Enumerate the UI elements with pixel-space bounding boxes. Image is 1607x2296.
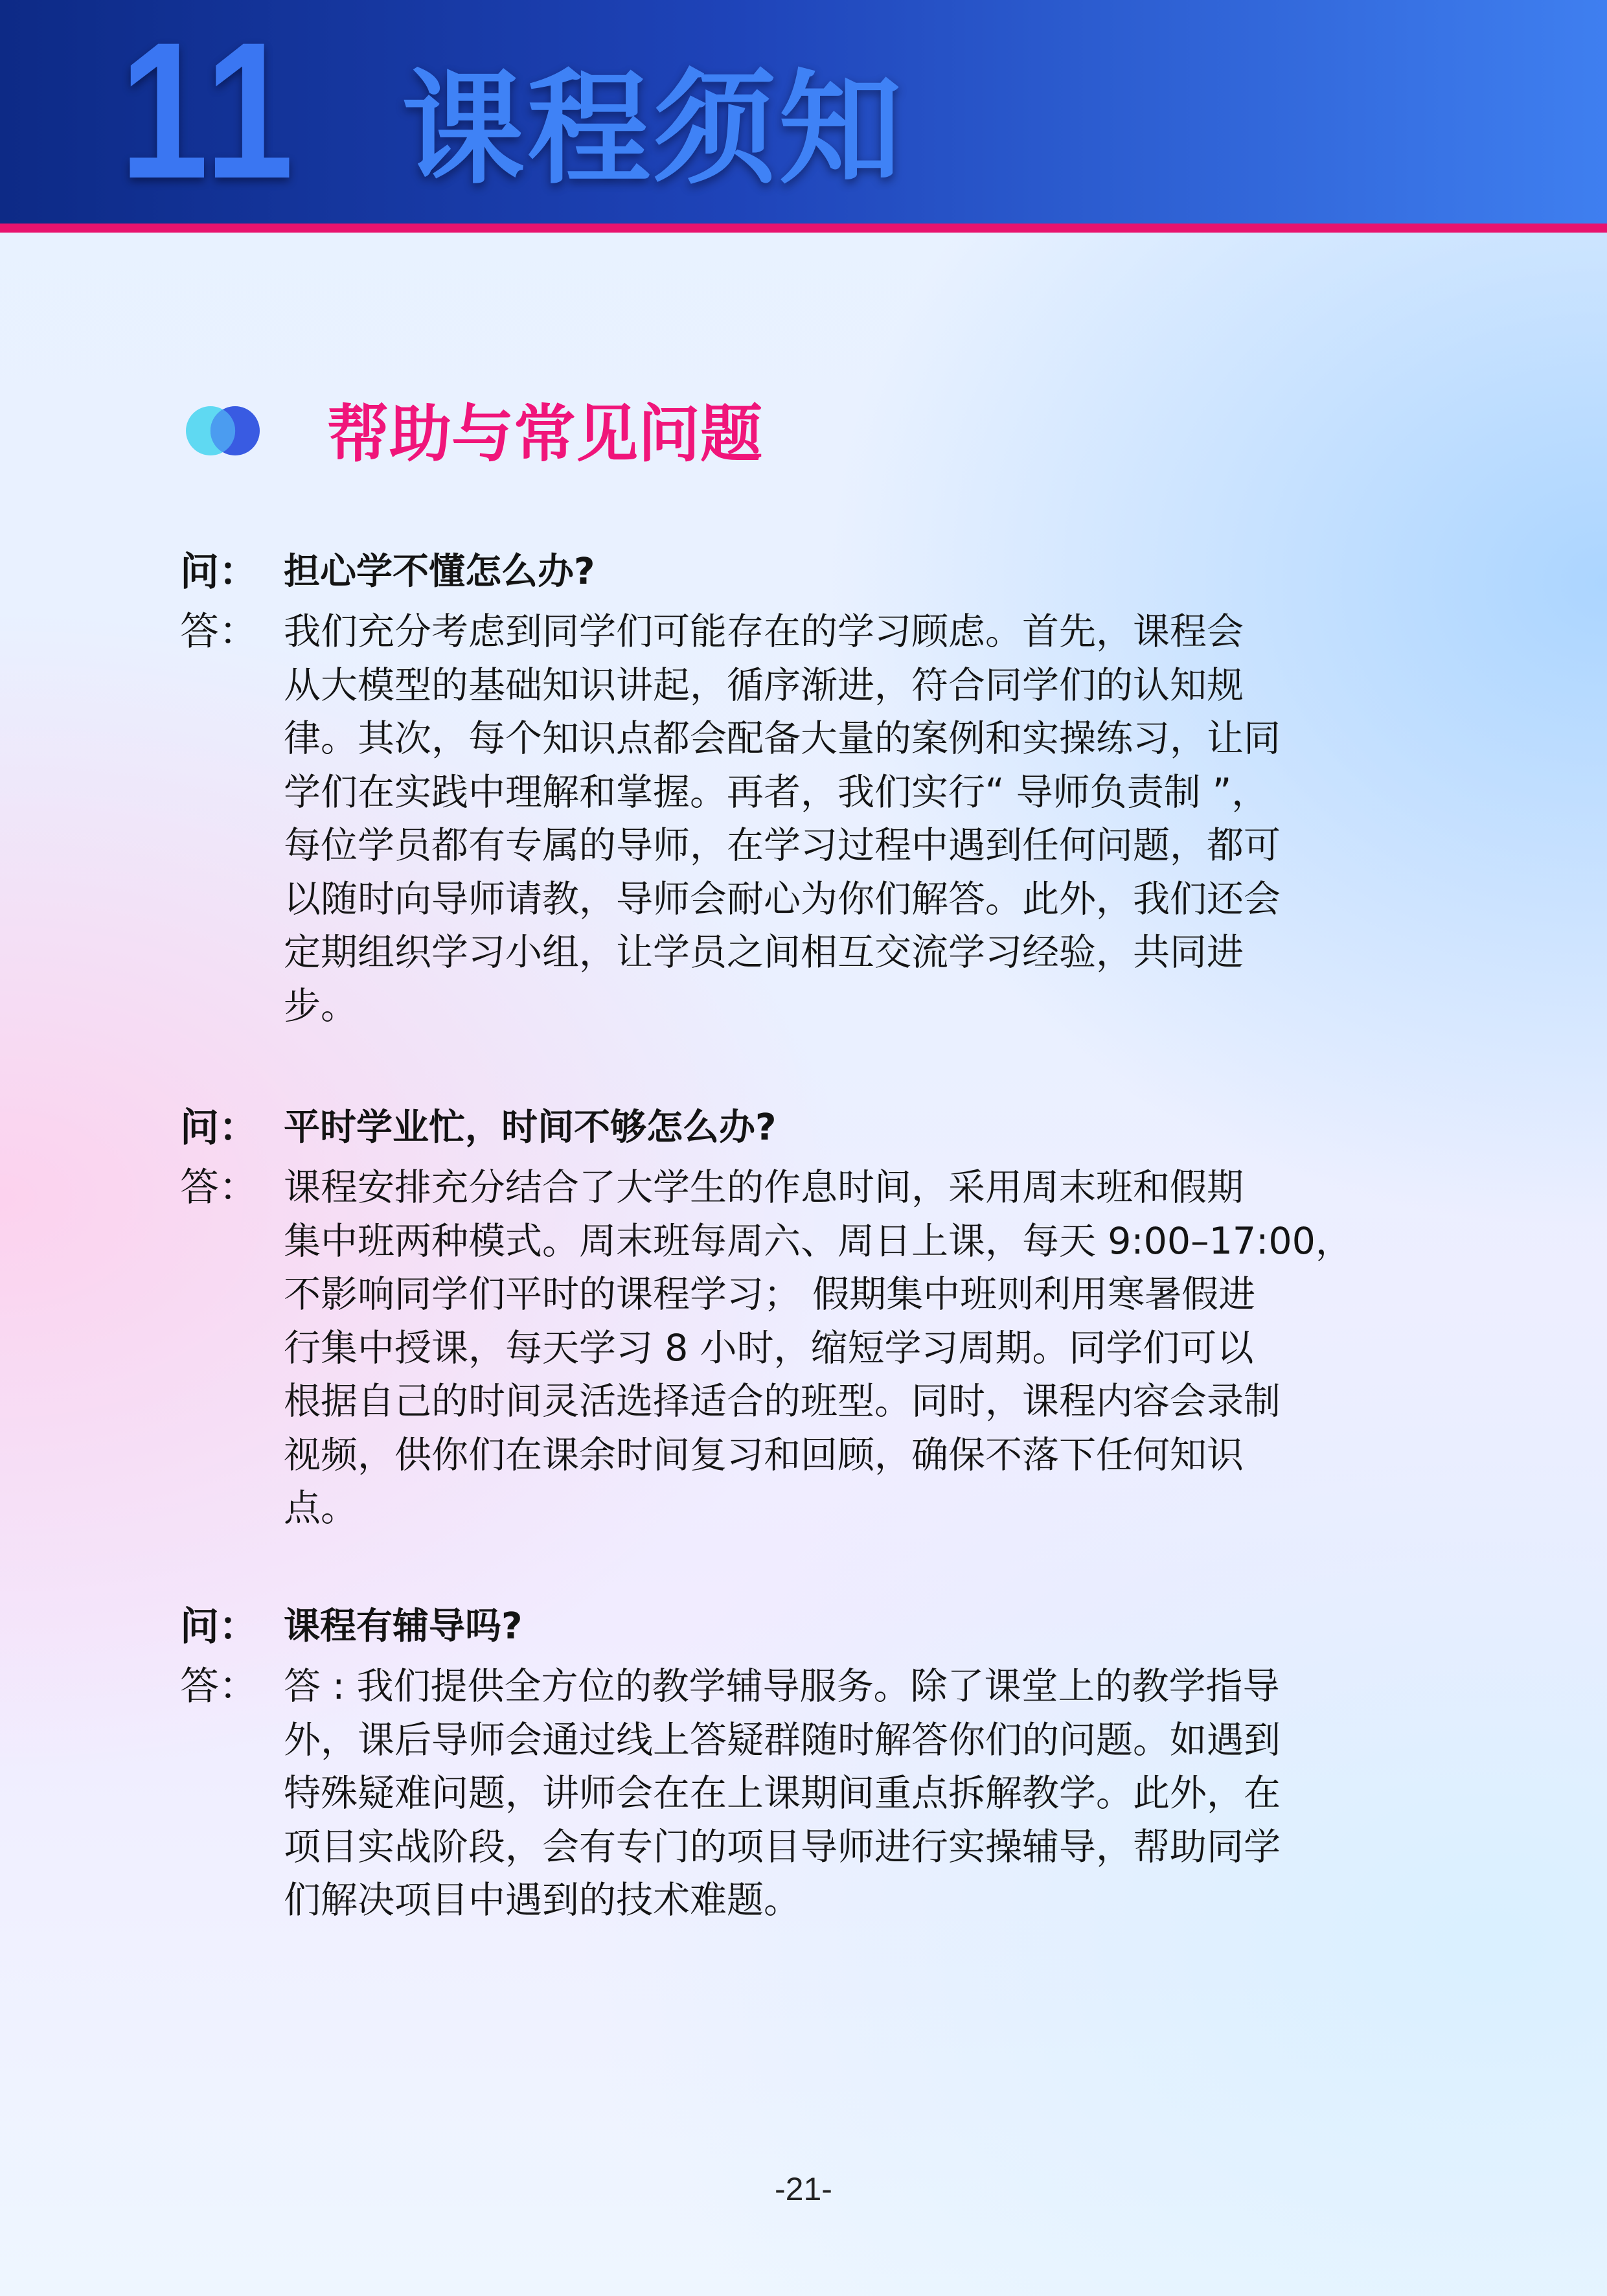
- answer-line: 课程安排充分结合了大学生的作息时间，采用周末班和假期: [284, 1166, 1244, 1209]
- answer-line: 不影响同学们平时的课程学习； 假期集中班则利用寒暑假进: [284, 1273, 1256, 1316]
- answer-text: [284, 1660, 1411, 1927]
- answer-row: [180, 605, 1424, 1033]
- question-text: 平时学业忙，时间不够怎么办?: [284, 1107, 777, 1149]
- answer-line: 集中班两种模式。周末班每周六、周日上课，每天 9:00–17:00，: [284, 1219, 1352, 1263]
- question-row: [180, 545, 1424, 599]
- question-row: [180, 1101, 1424, 1154]
- double-circle-icon: [185, 405, 262, 457]
- answer-line: 每位学员都有专属的导师，在学习过程中遇到任何问题，都可: [284, 824, 1281, 867]
- question-prefix: 问：: [180, 549, 258, 595]
- answer-text: [284, 1161, 1411, 1535]
- question-row: [180, 1600, 1424, 1653]
- answer-line: 们解决项目中遇到的技术难题。: [284, 1879, 801, 1922]
- answer-line: 我们充分考虑到同学们可能存在的学习顾虑。首先，课程会: [284, 610, 1244, 653]
- answer-line: 律。其次，每个知识点都会配备大量的案例和实操练习，让同: [284, 717, 1281, 760]
- section-title: 帮助与常见问题: [327, 398, 762, 470]
- answer-text: [284, 605, 1411, 1033]
- answer-line: 外，课后导师会通过线上答疑群随时解答你们的问题。如遇到: [284, 1718, 1281, 1762]
- header-divider: [0, 224, 1607, 233]
- answer-line: 以随时向导师请教，导师会耐心为你们解答。此外，我们还会: [284, 877, 1281, 921]
- answer-line: 答 : 我们提供全方位的教学辅导服务。除了课堂上的教学指导: [284, 1665, 1280, 1708]
- answer-line: 步。: [284, 984, 358, 1027]
- page-number: -21-: [775, 2171, 832, 2207]
- answer-line: 特殊疑难问题，讲师会在在上课期间重点拆解教学。此外，在: [284, 1772, 1281, 1815]
- qa-item-1: [180, 545, 1424, 1033]
- chapter-header: [0, 0, 1607, 224]
- answer-line: 视频，供你们在课余时间复习和回顾，确保不落下任何知识: [284, 1433, 1244, 1476]
- answer-line: 学们在实践中理解和掌握。再者，我们实行“ 导师负责制 ”，: [284, 770, 1269, 814]
- answer-line: 行集中授课，每天学习 8 小时，缩短学习周期。同学们可以: [284, 1326, 1254, 1370]
- answer-line: 点。: [284, 1487, 358, 1530]
- answer-line: 根据自己的时间灵活选择适合的班型。同时，课程内容会录制: [284, 1380, 1281, 1423]
- chapter-title: 课程须知: [402, 58, 905, 201]
- answer-prefix: 答：: [180, 1664, 258, 1709]
- answer-prefix: 答：: [180, 1165, 258, 1210]
- question-prefix: 问：: [180, 1105, 258, 1151]
- question-text: 担心学不懂怎么办?: [284, 551, 595, 593]
- answer-row: [180, 1161, 1424, 1535]
- question-text: 课程有辅导吗?: [284, 1605, 523, 1647]
- answer-line: 从大模型的基础知识讲起，循序渐进，符合同学们的认知规: [284, 663, 1244, 707]
- question-prefix: 问：: [180, 1604, 258, 1649]
- answer-prefix: 答：: [180, 609, 258, 654]
- answer-row: [180, 1660, 1424, 1927]
- chapter-number: 11: [120, 1, 299, 219]
- qa-item-2: [180, 1101, 1424, 1535]
- answer-line: 定期组织学习小组，让学员之间相互交流学习经验，共同进: [284, 931, 1244, 974]
- qa-item-3: [180, 1600, 1424, 1927]
- answer-line: 项目实战阶段，会有专门的项目导师进行实操辅导，帮助同学: [284, 1825, 1281, 1868]
